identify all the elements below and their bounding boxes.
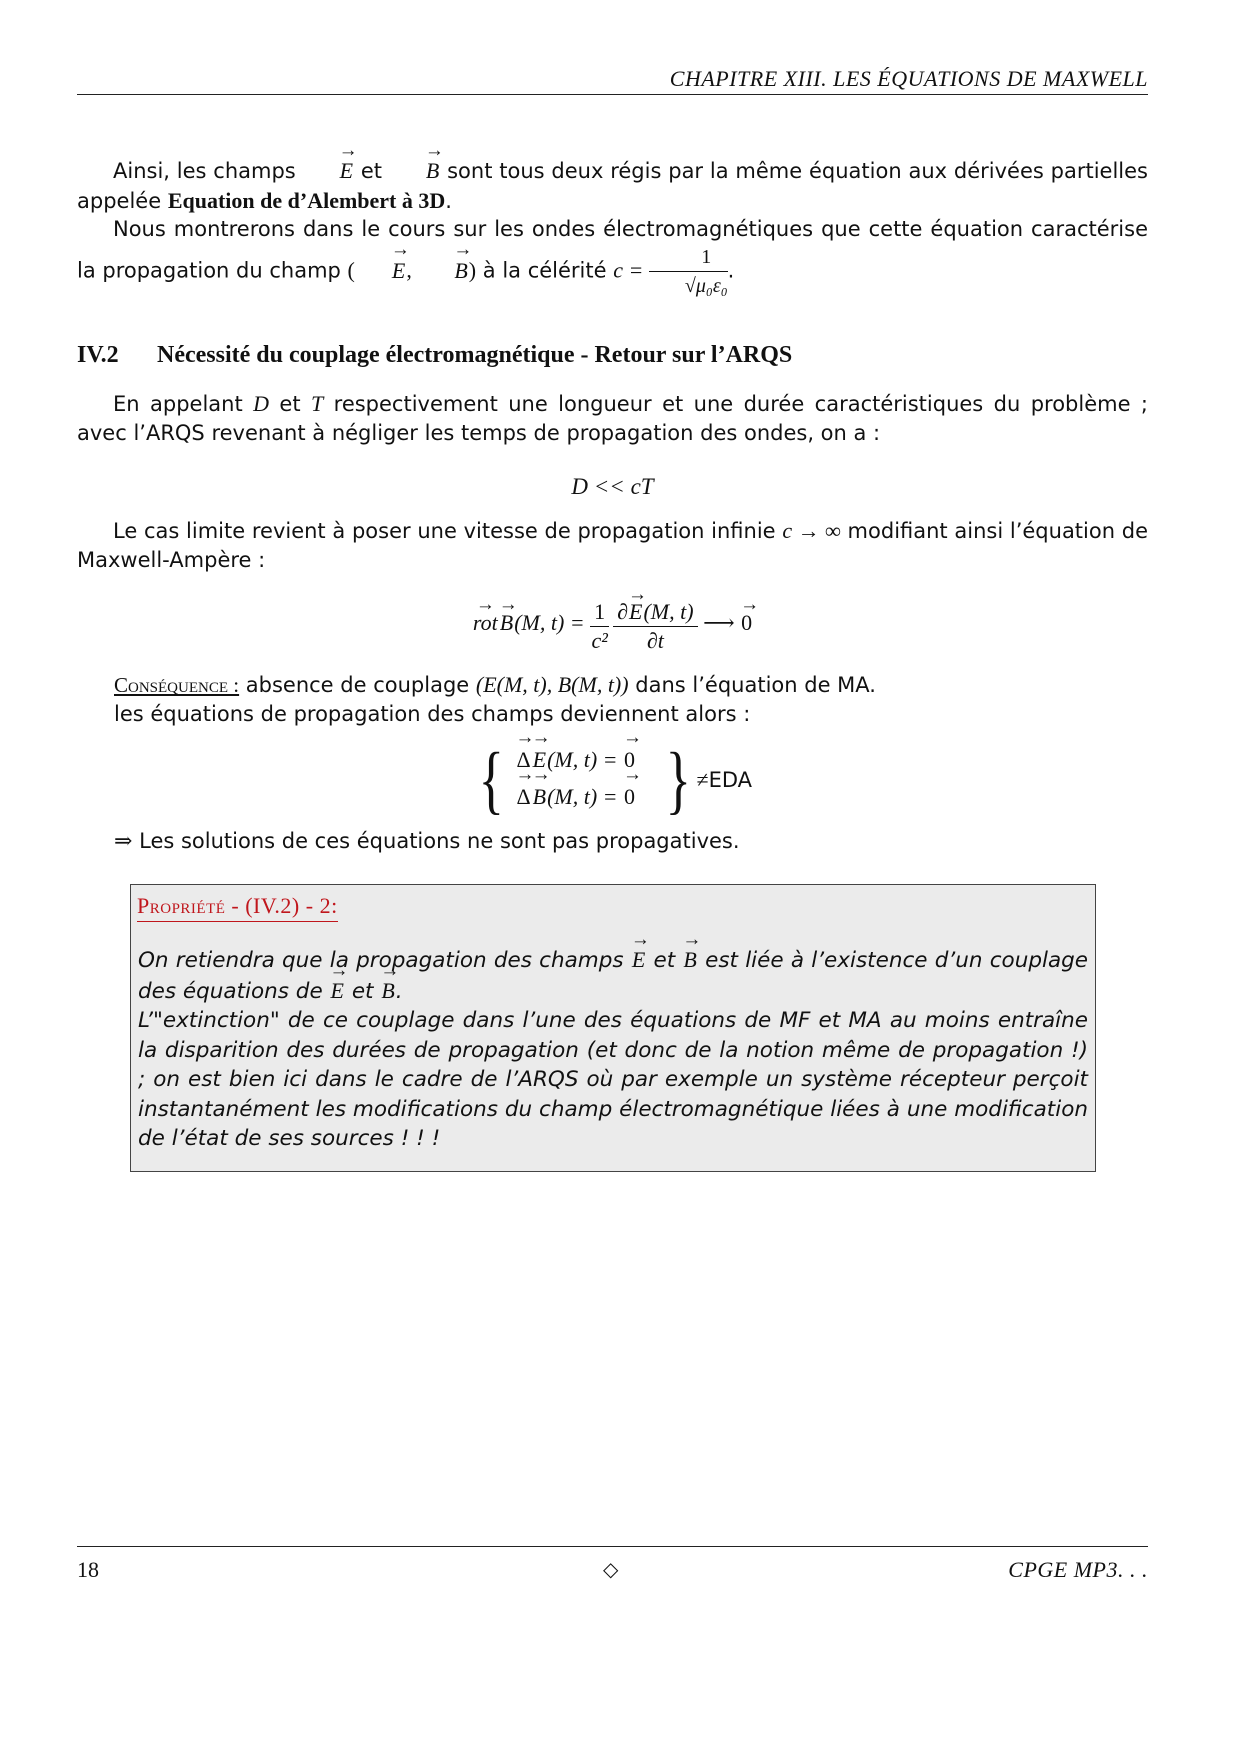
fraction-denominator: ∂t (646, 628, 664, 653)
vector-e: → E (303, 156, 354, 185)
paren: ) (468, 257, 477, 283)
paragraph-infinite-speed (77, 516, 1148, 575)
zero-vector: → 0 (623, 780, 636, 814)
text: est liée à l’existence d’un couplage des équations de (138, 948, 1088, 1004)
text: respectivement une longueur et une durée caractéristiques du problème ; avec l’ARQS revenant à négliger les temps de propagation des ondes, on a : (77, 392, 1149, 445)
text: . (727, 258, 735, 283)
vector-e: → E (355, 255, 406, 286)
fraction-numerator: 1 (649, 245, 728, 272)
property-body (138, 945, 1088, 1154)
property-box (130, 884, 1096, 1172)
vector-b: → B (389, 156, 440, 185)
system-line-b (515, 780, 636, 817)
text: et (354, 159, 389, 183)
fraction-numerator: 1 (590, 600, 609, 627)
paragraph-dalembert (77, 156, 1148, 216)
text: à la célérité (476, 258, 614, 283)
text: Le cas limite revient à poser une vitesse de propagation infinie (113, 519, 783, 543)
vector-e: → E (330, 976, 345, 1006)
left-brace: { (478, 738, 504, 822)
text: et (344, 978, 381, 1004)
text: Nous montrerons dans le cours sur les ondes électromagnétiques que cette équation caractérise la propagation du champ (77, 217, 1148, 283)
equation-maxwell-ampere (77, 600, 1148, 653)
fraction-denominator: c² (591, 628, 608, 653)
fraction-partial-e (613, 600, 697, 653)
text: modifiant ainsi l’équation de Maxwell-Ampère : (77, 519, 1148, 572)
paragraph-arqs (77, 389, 1148, 448)
consequence-label: Conséquence : (114, 673, 240, 697)
consequence-block (114, 670, 1148, 729)
header-rule (77, 94, 1148, 95)
system (473, 738, 753, 822)
laplacian-operator: → Δ (515, 743, 531, 777)
eda-label: EDA (708, 768, 753, 792)
rot-operator: → rot (472, 610, 499, 636)
text: . (395, 978, 403, 1004)
footer-rule (77, 1546, 1148, 1547)
fraction-denominator: √μ₀ε₀ (684, 275, 728, 297)
system-lines (509, 743, 642, 817)
diamond-icon: ◇ (603, 1559, 619, 1581)
text: Ainsi, les champs (113, 159, 303, 183)
math-args: (M, t) = (514, 610, 591, 636)
page-number: 18 (77, 1557, 99, 1582)
text: absence de couplage (239, 673, 476, 697)
zero-vector: → 0 (740, 610, 753, 636)
not-equal-sign: ≠ (696, 767, 709, 792)
vector-b: → B (682, 945, 697, 975)
fraction-one-over-c2 (590, 600, 609, 653)
text: . (445, 189, 452, 213)
vector-e: → E (532, 743, 547, 777)
text: On retiendra que la propagation des champs (138, 948, 631, 973)
right-brace: } (665, 738, 692, 822)
section-title: Nécessité du couplage électromagnétique - Retour sur l’ARQS (157, 342, 793, 368)
conclusion-line (114, 826, 1148, 856)
text: sont tous deux régis par la même équation aux dérivées partielles appelée (77, 159, 1148, 213)
vector-e: → E (628, 600, 643, 624)
running-header: CHAPITRE XIII. LES ÉQUATIONS DE MAXWELL (669, 66, 1148, 91)
text: et (269, 392, 311, 416)
math-args: (M, t) = (547, 784, 624, 809)
vector-b: → B (380, 976, 395, 1006)
paragraph-propagation-speed (77, 214, 1148, 298)
property-title: Propriété - (IV.2) - 2: (137, 893, 338, 922)
section-number: IV.2 (77, 342, 119, 368)
partial-symbol: ∂ (617, 599, 629, 624)
vector-b: → B (417, 255, 468, 286)
text: Les solutions de ces équations ne sont pas propagatives. (132, 829, 740, 853)
equation-arqs-condition: D << cT (571, 474, 654, 499)
footer-right-text: CPGE MP3. . . (1008, 1557, 1148, 1582)
vector-b: → B (499, 610, 514, 636)
text: dans l’équation de MA. (628, 673, 876, 697)
math-args: (M, t) = (547, 747, 624, 772)
tends-to-arrow: ⟶ (697, 610, 741, 636)
text: En appelant (113, 392, 254, 416)
paren: ( (347, 257, 355, 283)
math-c-equals: c = (613, 257, 649, 283)
comma: , (406, 257, 418, 283)
math-d: D (253, 391, 269, 416)
math-field-pair: (E(M, t), B(M, t)) (475, 672, 629, 697)
math-args: (M, t) (643, 599, 694, 624)
math-t: T (310, 391, 324, 416)
vector-e: → E (631, 945, 646, 975)
section-heading (77, 342, 792, 369)
zero-vector: → 0 (623, 743, 636, 777)
fraction-celerity (649, 245, 728, 298)
bold-term: Equation de d’Alembert à 3D (167, 188, 446, 213)
implies-arrow: ⇒ (114, 828, 133, 853)
text: les équations de propagation des champs deviennent alors : (114, 702, 751, 726)
math-limit: c → ∞ (782, 518, 841, 543)
equation-system (77, 738, 1148, 822)
laplacian-operator: → Δ (515, 780, 531, 814)
property-paragraph: L’"extinction" de ce couplage dans l’une des équations de MF et MA au moins entraîne la disparition des durées de propagation (et donc de la notion même de propagation !) ; on est bien ici dans le cadre de l’ARQS où par exemple un système récepteur perçoit instantanément les modifications du champ électromagnétique liées à une modification de l’état de ses sources ! ! ! (138, 1008, 1088, 1151)
vector-b: → B (532, 780, 547, 814)
text: et (646, 948, 683, 973)
